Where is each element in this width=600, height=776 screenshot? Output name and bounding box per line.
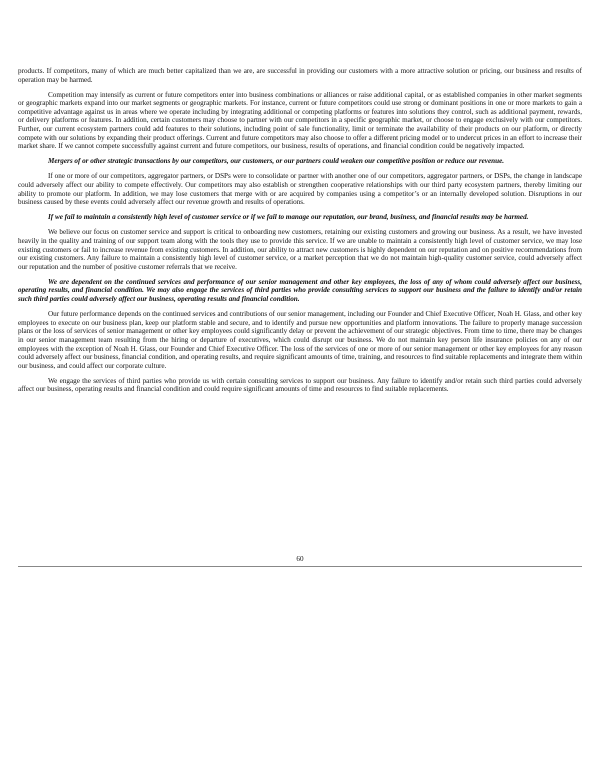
risk-heading-customer-service: If we fail to maintain a consistently high level of customer service or if we fail to manage our reputation, our brand, business, and financial results may be harmed. bbox=[48, 213, 529, 222]
paragraph-customer-service: We believe our focus on customer service and support is critical to onboarding new customers, retaining our existing customers and growing our business. As a result, we have invested heavily in the quality and training of our support team along with the tools they use to provide this service. If we are unable to maintain a consistently high level of customer service, we may lose existing customers or fail to increase revenue from existing customers. In addition, our ability to attract new customers is highly dependent on our reputation and on positive recommendations from our existing customers. Any failure to maintain a consistently high level of customer service, or a market perception that we do not maintain high-quality customer service, could adversely affect our reputation and the number of positive customer referrals that we receive. bbox=[18, 228, 582, 271]
paragraph-senior-management: Our future performance depends on the continued services and contributions of our senior management, including our Founder and Chief Executive Officer, Noah H. Glass, and other key employees to execute on our business plan, keep our platform stable and secure, and to identify and pursue new opportunities and platform innovations. The failure to properly manage succession plans or the loss of services of senior management or other key employees could significantly delay or prevent the achievement of our strategic objectives. From time to time, there may be changes in our senior management team resulting from the hiring or departure of executives, which could disrupt our business. We do not maintain key person life insurance policies on any of our employees with the exception of Noah H. Glass, our Founder and Chief Executive Officer. The loss of the services of one or more of our senior management or other key employees for any reason could adversely affect our business, financial condition, and operating results, and require significant amounts of time, training, and resources to find suitable replacements and integrate them within our business, and could affect our corporate culture. bbox=[18, 310, 583, 370]
risk-heading-key-employees: We are dependent on the continued services and performance of our senior management and other key employees, the loss of any of whom could adversely affect our business, operating results, and financial condition. We may also engage the services of third parties who provide consulting services to support our business and the failure to identify and/or retain such third parties could adversely affect our business, operating results and financial condition. bbox=[18, 277, 582, 304]
document-body bbox=[18, 67, 582, 401]
page-number: 60 bbox=[296, 555, 304, 563]
paragraph-competition: Competition may intensify as current or future competitors enter into business combinations or alliances or raise additional capital, or as established companies in other market segments or geographic markets expand into our market segments or geographic markets. For instance, current or future competitors could use strong or dominant positions in one or more markets to gain a competitive advantage against us in areas where we operate including by integrating additional or competing platforms or features into solutions they control, such as additional payment, rewards, or delivery platforms or features. In addition, certain customers may choose to partner with our competitors in a specific geographic market, or choose to engage exclusively with our competitors. Further, our current ecosystem partners could add features to their solutions, including point of sale functionality, limit or terminate the availability of their products on our platform, or directly compete with our solutions by expanding their product offerings. Current and future competitors may also choose to offer a different pricing model or to undercut prices in an effort to increase their market share. If we cannot compete successfully against current and future competitors, our business, results of operations, and financial condition could be negatively impacted. bbox=[18, 90, 582, 151]
paragraph-continuation: products. If competitors, many of which are much better capitalized than we are, are successful in providing our customers with a more attractive solution or pricing, our business and results of operation may be harmed. bbox=[18, 67, 582, 84]
footer-divider bbox=[18, 566, 582, 567]
paragraph-consolidation: If one or more of our competitors, aggregator partners, or DSPs were to consolidate or partner with another one of our competitors, aggregator partners, or DSPs, the change in landscape could adversely affect our ability to compete effectively. Our competitors may also establish or strengthen cooperative relationships with our third party ecosystem partners, thereby limiting our ability to promote our platform. In addition, we may lose customers that merge with or are acquired by companies using a competitor’s or an internally developed solution. Disruptions in our business caused by these events could adversely affect our revenue growth and results of operations. bbox=[18, 172, 582, 207]
paragraph-consulting-services: We engage the services of third parties who provide us with certain consulting services to support our business. Any failure to identify and/or retain such third parties could adversely affect our business, operating results and financial condition and could require significant amounts of time and resources to find suitable replacements. bbox=[18, 376, 582, 394]
risk-heading-mergers: Mergers of or other strategic transactions by our competitors, our customers, or our partners could weaken our competitive position or reduce our revenue. bbox=[48, 157, 505, 166]
